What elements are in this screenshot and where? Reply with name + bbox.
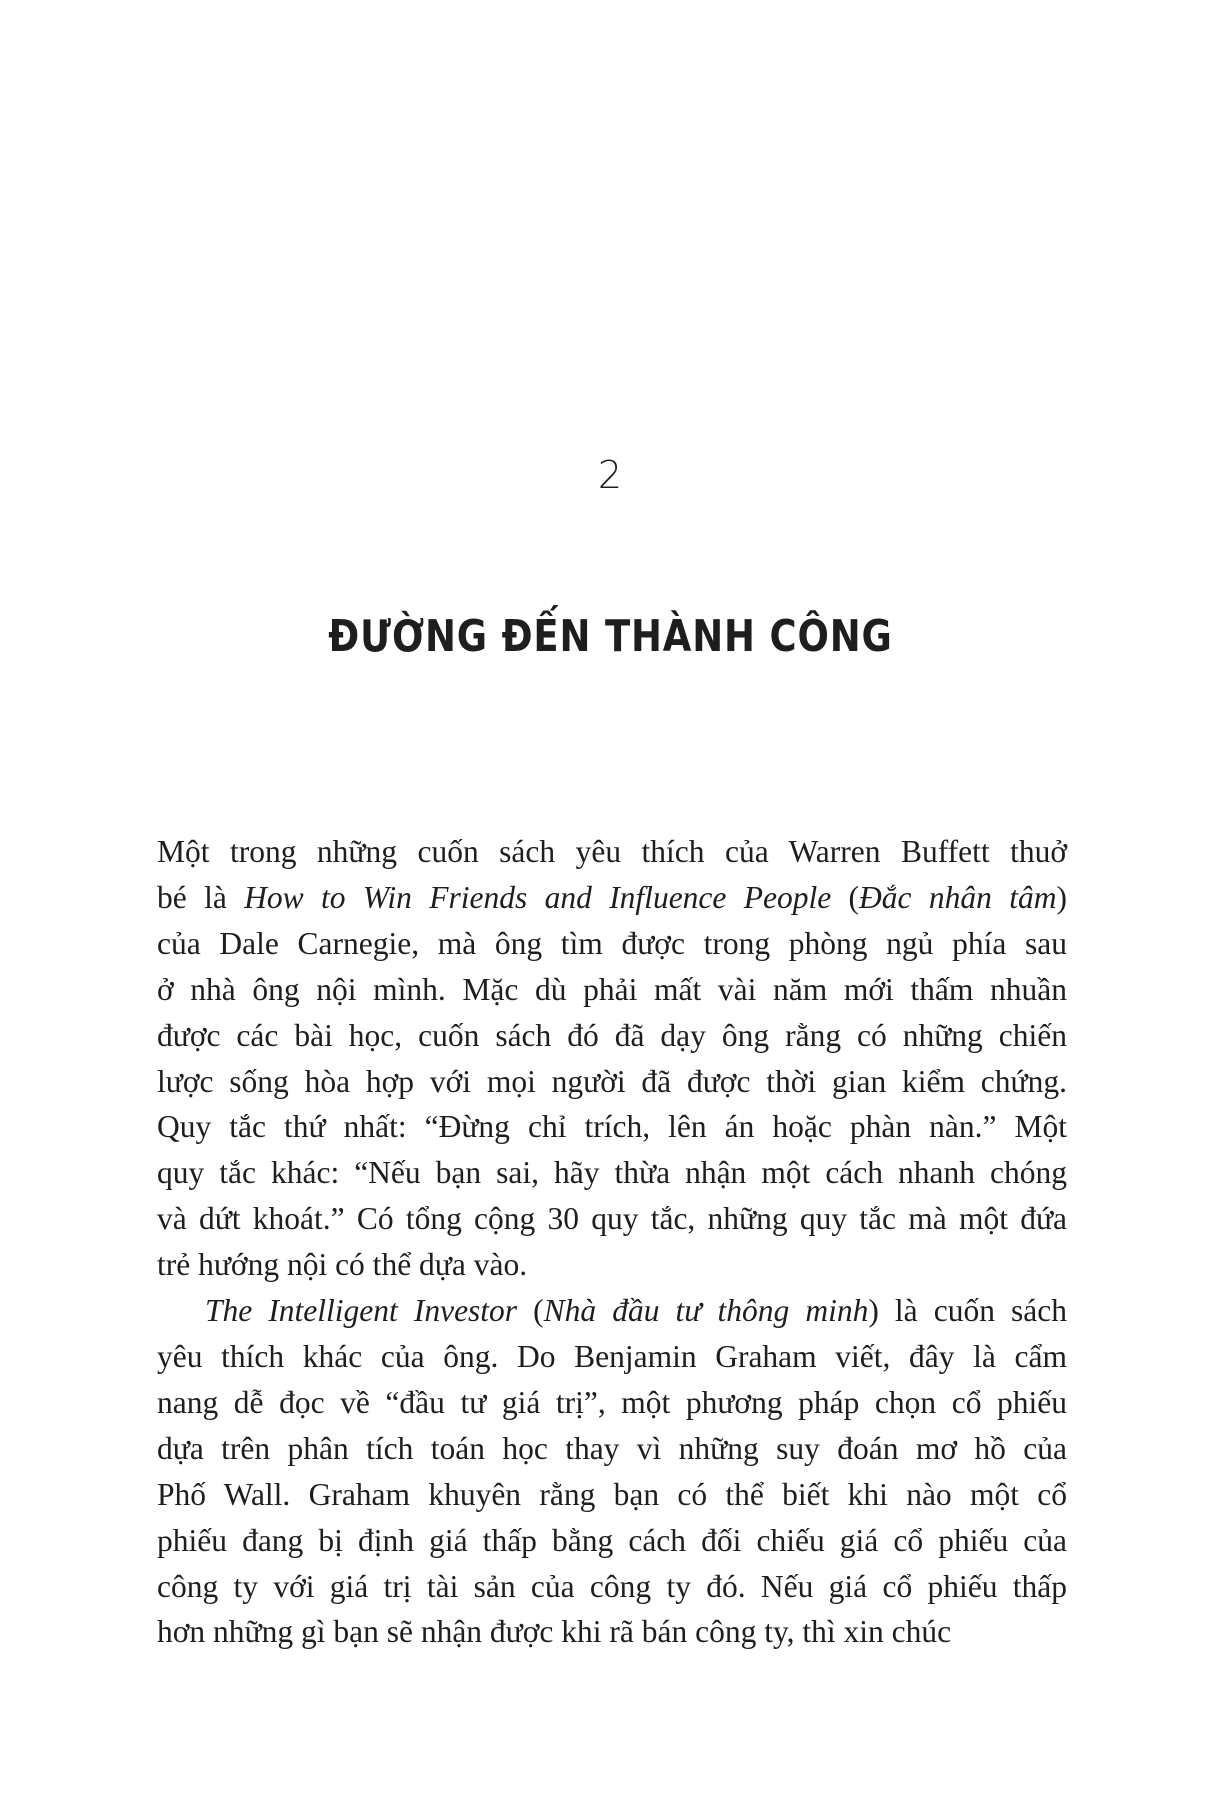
text-line (157, 921, 1067, 967)
text-line (157, 1380, 1067, 1426)
text-run: lược sống hòa hợp với mọi người đã được thời gian kiểm chứng. (157, 1063, 1067, 1099)
text-run: công ty với giá trị tài sản của công ty đó. Nếu giá cổ phiếu thấp (157, 1568, 1067, 1604)
text-line (157, 1196, 1067, 1242)
text-run: Quy tắc thứ nhất: “Đừng chỉ trích, lên án hoặc phàn nàn.” Một (157, 1109, 1067, 1145)
paragraph (157, 829, 1067, 1288)
text-run: được các bài học, cuốn sách đó đã dạy ông rằng có những chiến (157, 1017, 1067, 1053)
text-line (157, 1334, 1067, 1380)
chapter-number: 2 (597, 453, 624, 497)
text-line (157, 967, 1067, 1013)
text-run: Phố Wall. Graham khuyên rằng bạn có thể biết khi nào một cổ (157, 1476, 1067, 1512)
text-line (157, 1472, 1067, 1518)
italic-title: How to Win Friends and Influence People (244, 879, 832, 915)
text-run: phiếu đang bị định giá thấp bằng cách đối chiếu giá cổ phiếu của (157, 1522, 1067, 1558)
text-line (157, 1013, 1067, 1059)
text-run: Một trong những cuốn sách yêu thích của Warren Buffett thuở (157, 834, 1067, 869)
text-run: hơn những gì bạn sẽ nhận được khi rã bán công ty, thì xin chúc (157, 1614, 952, 1650)
text-line (157, 1059, 1067, 1105)
italic-title: The Intelligent Investor (205, 1293, 518, 1329)
text-run: và dứt khoát.” Có tổng cộng 30 quy tắc, những quy tắc mà một đứa (157, 1201, 1067, 1237)
text-run: ở nhà ông nội mình. Mặc dù phải mất vài năm mới thấm nhuần (157, 971, 1067, 1007)
text-line (157, 1564, 1067, 1610)
body-text (157, 829, 1067, 1655)
text-run: dựa trên phân tích toán học thay vì những suy đoán mơ hồ của (157, 1430, 1067, 1466)
text-run: bé là (157, 879, 245, 915)
text-run: trẻ hướng nội có thể dựa vào. (157, 1247, 528, 1283)
text-line (157, 1150, 1067, 1196)
text-run: quy tắc khác: “Nếu bạn sai, hãy thừa nhận một cách nhanh chóng (157, 1155, 1067, 1191)
text-run: ) (1056, 879, 1067, 915)
text-line (157, 1288, 1067, 1334)
text-line (157, 1609, 1067, 1655)
italic-title: Nhà đầu tư thông minh (543, 1293, 869, 1329)
text-line (157, 875, 1067, 921)
text-run: của Dale Carnegie, mà ông tìm được trong phòng ngủ phía sau (157, 925, 1067, 961)
text-run: yêu thích khác của ông. Do Benjamin Graham viết, đây là cẩm (157, 1338, 1067, 1374)
text-line (157, 1426, 1067, 1472)
text-run: ( (517, 1293, 544, 1329)
paragraph (157, 1288, 1067, 1655)
text-run: nang dễ đọc về “đầu tư giá trị”, một phương pháp chọn cổ phiếu (157, 1384, 1067, 1420)
text-line (157, 829, 1067, 875)
italic-title: Đắc nhân tâm (859, 879, 1057, 915)
text-line (157, 1242, 1067, 1288)
chapter-title: ĐƯỜNG ĐẾN THÀNH CÔNG (328, 611, 893, 662)
text-line (157, 1518, 1067, 1564)
text-line (157, 1104, 1067, 1150)
text-run: ) là cuốn sách (868, 1293, 1067, 1329)
text-run: ( (831, 879, 860, 915)
